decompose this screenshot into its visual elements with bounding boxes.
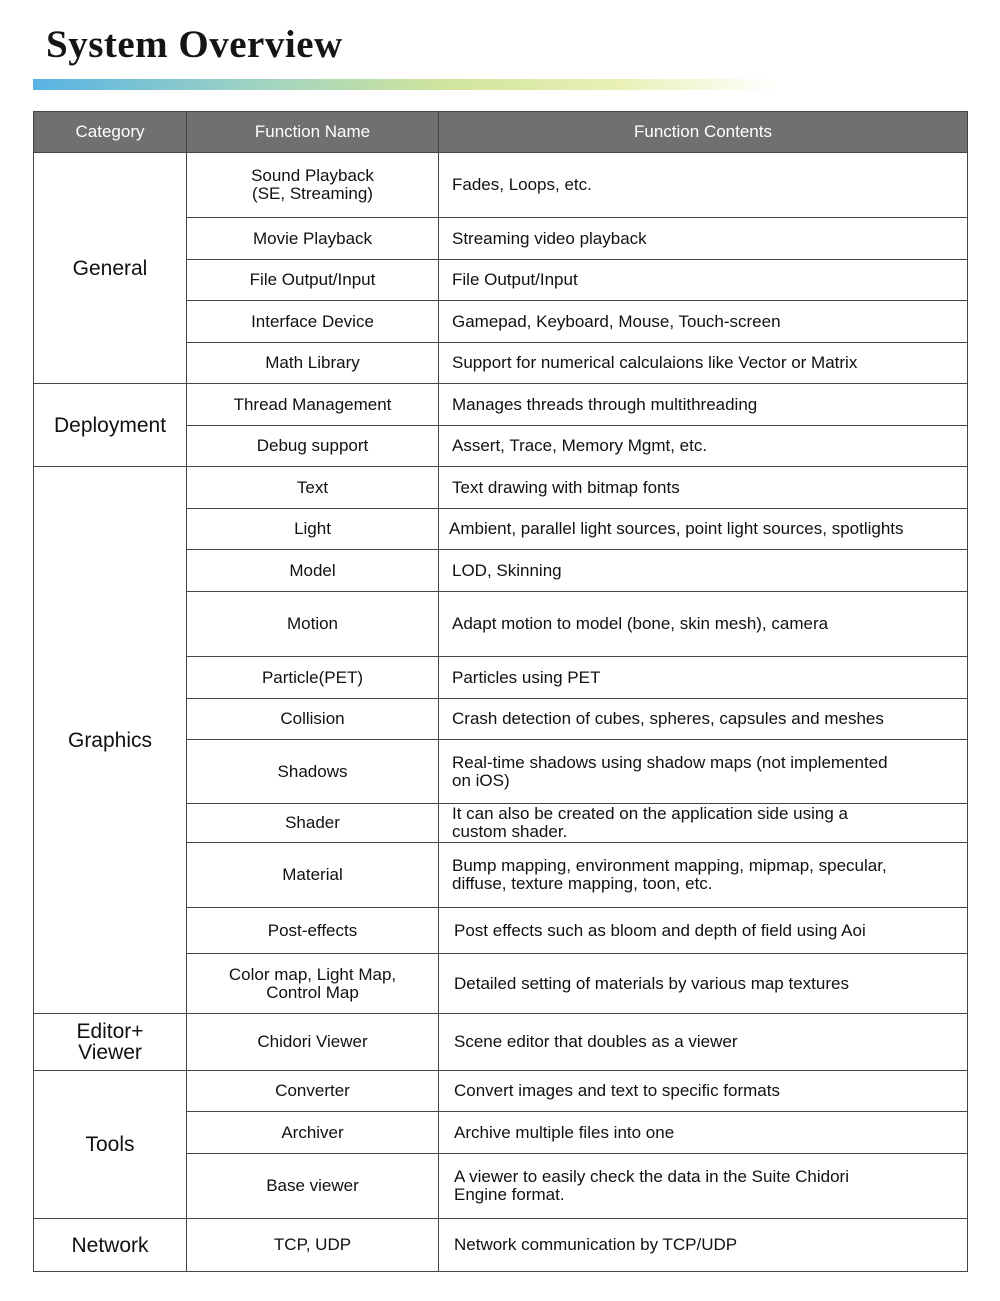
function-content: Assert, Trace, Memory Mgmt, etc.	[439, 426, 968, 467]
function-name: Converter	[187, 1071, 439, 1112]
function-name: Text	[187, 467, 439, 509]
table-row	[34, 1071, 968, 1112]
function-name: Color map, Light Map, Control Map	[187, 954, 439, 1014]
function-name: Debug support	[187, 426, 439, 467]
function-name: Thread Management	[187, 384, 439, 426]
category-network: Network	[34, 1219, 187, 1272]
title-gradient-bar	[33, 79, 778, 90]
function-content: LOD, Skinning	[439, 550, 968, 592]
function-content: Particles using PET	[439, 657, 968, 699]
function-content: Scene editor that doubles as a viewer	[439, 1014, 968, 1071]
function-name: Sound Playback (SE, Streaming)	[187, 153, 439, 218]
table-header-row	[34, 112, 968, 153]
category-editor-viewer: Editor+ Viewer	[34, 1014, 187, 1071]
function-content: Fades, Loops, etc.	[439, 153, 968, 218]
category-tools: Tools	[34, 1071, 187, 1219]
function-content: Bump mapping, environment mapping, mipmap, specular, diffuse, texture mapping, toon, etc.	[439, 843, 968, 908]
function-name: Shader	[187, 804, 439, 843]
function-content: Archive multiple files into one	[439, 1112, 968, 1154]
category-deployment: Deployment	[34, 384, 187, 467]
function-content: Network communication by TCP/UDP	[439, 1219, 968, 1272]
table-row	[34, 1219, 968, 1272]
table-row	[34, 153, 968, 218]
function-name: Model	[187, 550, 439, 592]
function-name: Base viewer	[187, 1154, 439, 1219]
function-content: A viewer to easily check the data in the Suite Chidori Engine format.	[439, 1154, 968, 1219]
function-content: Manages threads through multithreading	[439, 384, 968, 426]
function-name: Chidori Viewer	[187, 1014, 439, 1071]
function-name: Movie Playback	[187, 218, 439, 260]
function-name: Light	[187, 509, 439, 550]
function-content: Detailed setting of materials by various map textures	[439, 954, 968, 1014]
header-function-name: Function Name	[187, 112, 439, 153]
function-content: Support for numerical calculaions like Vector or Matrix	[439, 343, 968, 384]
function-name: Math Library	[187, 343, 439, 384]
function-content: File Output/Input	[439, 260, 968, 301]
function-content: Streaming video playback	[439, 218, 968, 260]
function-content: Convert images and text to specific formats	[439, 1071, 968, 1112]
function-name: Shadows	[187, 740, 439, 804]
system-overview-table	[33, 111, 968, 1272]
function-content: Adapt motion to model (bone, skin mesh), camera	[439, 592, 968, 657]
table-row	[34, 384, 968, 426]
function-name: File Output/Input	[187, 260, 439, 301]
function-content: Crash detection of cubes, spheres, capsules and meshes	[439, 699, 968, 740]
page-title: System Overview	[46, 23, 343, 66]
function-content: Text drawing with bitmap fonts	[439, 467, 968, 509]
function-name: Motion	[187, 592, 439, 657]
function-content: Real-time shadows using shadow maps (not implemented on iOS)	[439, 740, 968, 804]
function-name: Particle(PET)	[187, 657, 439, 699]
function-name: TCP, UDP	[187, 1219, 439, 1272]
function-content: Post effects such as bloom and depth of field using Aoi	[439, 908, 968, 954]
table-row	[34, 467, 968, 509]
function-content: Ambient, parallel light sources, point light sources, spotlights	[439, 509, 968, 550]
function-name: Interface Device	[187, 301, 439, 343]
function-name: Archiver	[187, 1112, 439, 1154]
header-category: Category	[34, 112, 187, 153]
function-name: Post-effects	[187, 908, 439, 954]
function-content: It can also be created on the application side using a custom shader.	[439, 804, 968, 843]
function-name: Material	[187, 843, 439, 908]
category-graphics: Graphics	[34, 467, 187, 1014]
function-content: Gamepad, Keyboard, Mouse, Touch-screen	[439, 301, 968, 343]
table-row	[34, 1014, 968, 1071]
header-function-contents: Function Contents	[439, 112, 968, 153]
function-name: Collision	[187, 699, 439, 740]
category-general: General	[34, 153, 187, 384]
